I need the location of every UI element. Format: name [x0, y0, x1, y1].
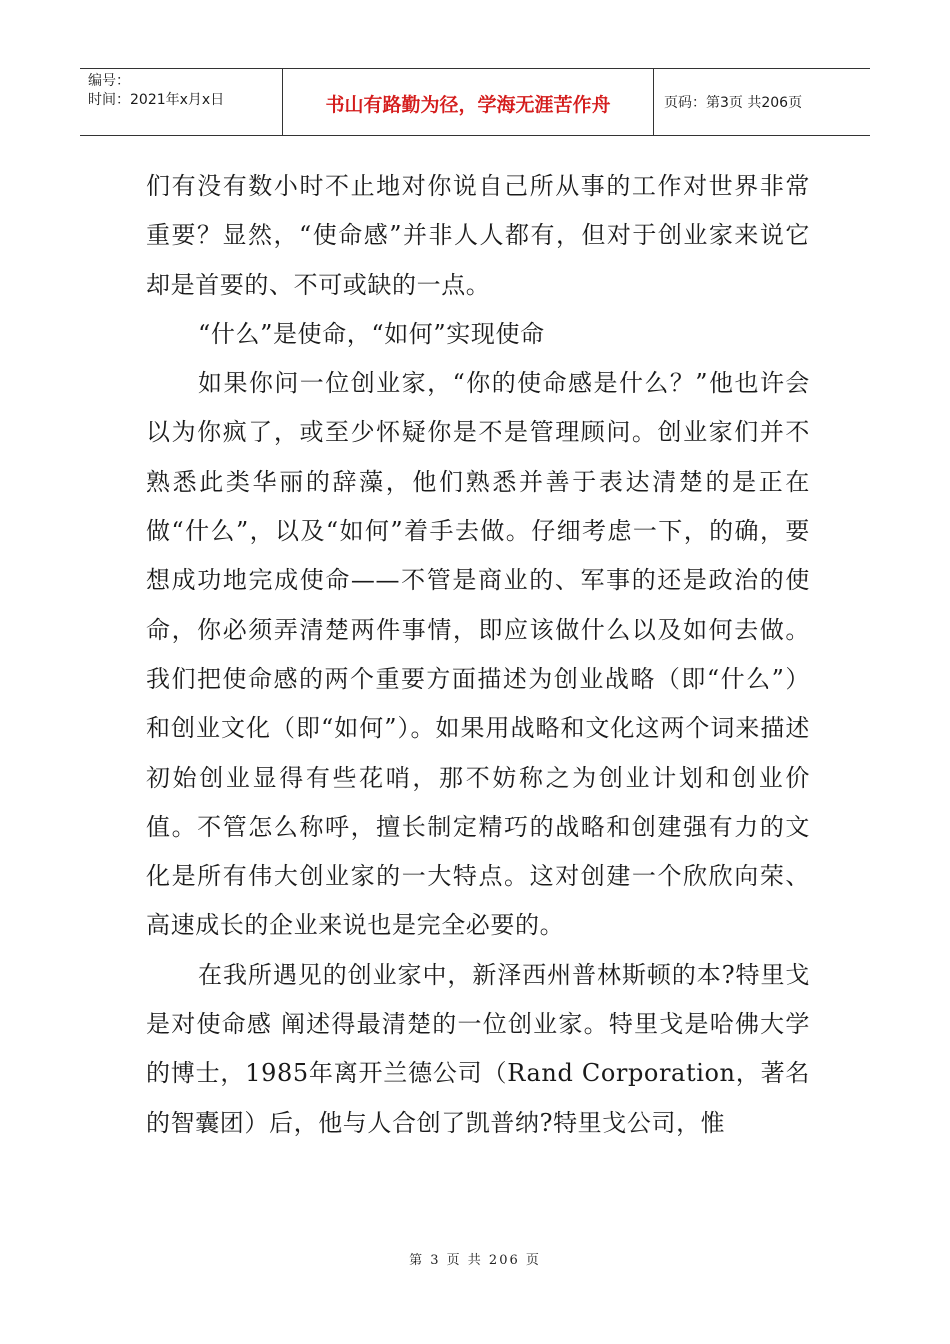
- document-body: [146, 162, 810, 1148]
- paragraph-continuation: 们有没有数小时不止地对你说自己所从事的工作对世界非常重要？显然，“使命感”并非人人都有，但对于创业家来说它却是首要的、不可或缺的一点。: [146, 172, 810, 299]
- paragraph: 在我所遇见的创业家中，新泽西州普林斯顿的本?特里戈 是对使命感 阐述得最清楚的一位创业家。特里戈是哈佛大学的博士，1985年离开兰德公司（Rand Corporation，著名的智囊团）后，他与人合创了凯普纳?特里戈公司，惟: [146, 960, 810, 1137]
- page-footer: 第 3 页 共 206 页: [409, 1253, 541, 1268]
- document-number-label: 编号：: [88, 73, 130, 89]
- document-meta: [80, 69, 283, 135]
- section-heading: “什么”是使命，“如何”实现使命: [198, 319, 545, 348]
- page-header: [80, 68, 870, 136]
- document-time: 时间：2021年x月x日: [88, 92, 225, 108]
- header-page-info: 页码：第3页 共206页: [664, 95, 803, 111]
- header-motto: 书山有路勤为径，学海无涯苦作舟: [283, 69, 654, 135]
- paragraph: 如果你问一位创业家，“你的使命感是什么？”他也许会以为你疯了，或至少怀疑你是不是管理顾问。创业家们并不熟悉此类华丽的辞藻，他们熟悉并善于表达清楚的是正在做“什么”，以及“如何”着手去做。仔细考虑一下，的确，要想成功地完成使命——不管是商业的、军事的还是政治的使命，你必须弄清楚两件事情，即应该做什么以及如何去做。我们把使命感的两个重要方面描述为创业战略（即“什么”）和创业文化（即“如何”）。如果用战略和文化这两个词来描述初始创业显得有些花哨，那不妨称之为创业计划和创业价值。不管怎么称呼，擅长制定精巧的战略和创建强有力的文化是所有伟大创业家的一大特点。这对创建一个欣欣向荣、高速成长的企业来说也是完全必要的。: [146, 369, 810, 940]
